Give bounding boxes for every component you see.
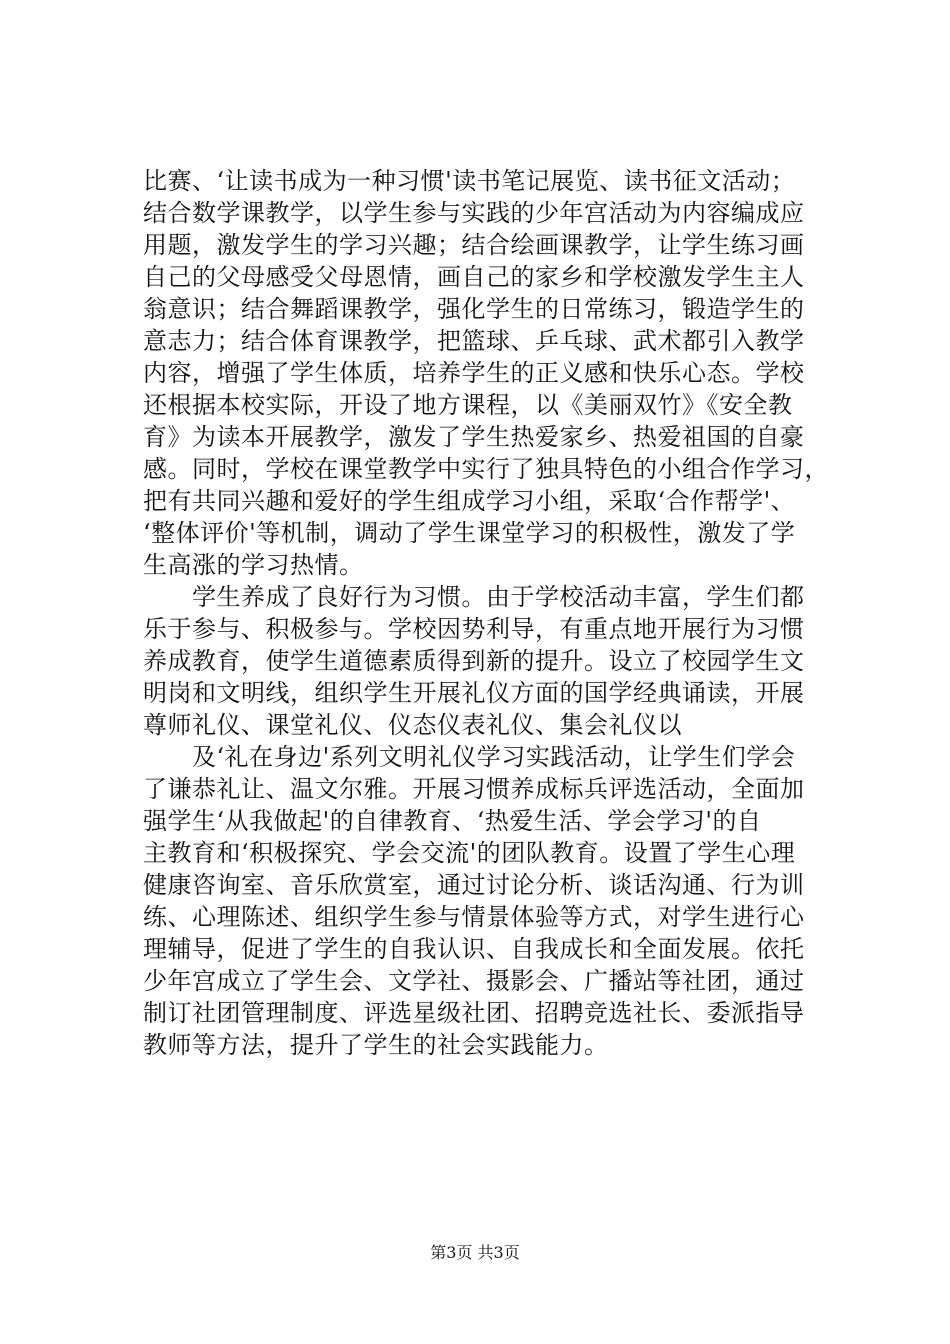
text-line: 还根据本校实际，开设了地方课程，以《美丽双竹》《安全教	[143, 391, 793, 419]
text-line: 明岗和文明线，组织学生开展礼仪方面的国学经典诵读，开展	[143, 679, 805, 707]
text-line: 了谦恭礼让、温文尔雅。开展习惯养成标兵评选活动，全面加	[143, 775, 805, 803]
text-line: 比赛、‘让读书成为一种习惯'读书笔记展览、读书征文活动；	[143, 167, 796, 195]
text-line: 意志力；结合体育课教学，把篮球、乒乓球、武术都引入教学	[143, 327, 805, 355]
text-line: 练、心理陈述、组织学生参与情景体验等方式，对学生进行心	[143, 903, 805, 931]
text-line: ‘整体评价'等机制，调动了学生课堂学习的积极性，激发了学	[143, 519, 796, 547]
text-line: 养成教育，使学生道德素质得到新的提升。设立了校园学生文	[143, 647, 805, 675]
text-line: 学生养成了良好行为习惯。由于学校活动丰富，学生们都	[143, 583, 805, 611]
page-footer: 第3页 共3页	[430, 1243, 520, 1262]
text-line: 理辅导，促进了学生的自我认识、自我成长和全面发展。依托	[143, 935, 805, 963]
text-line: 自己的父母感受父母恩情，画自己的家乡和学校激发学生主人	[143, 263, 805, 291]
text-line: 乐于参与、积极参与。学校因势利导，有重点地开展行为习惯	[143, 615, 805, 643]
text-line: 制订社团管理制度、评选星级社团、招聘竞选社长、委派指导	[143, 999, 805, 1027]
body-text	[143, 165, 829, 1061]
text-line: 尊师礼仪、课堂礼仪、仪态仪表礼仪、集会礼仪以	[143, 711, 682, 739]
text-line: 翁意识；结合舞蹈课教学，强化学生的日常练习，锻造学生的	[143, 295, 805, 323]
text-line: 结合数学课教学，以学生参与实践的少年宫活动为内容编成应	[143, 199, 805, 227]
text-line: 用题，激发学生的学习兴趣；结合绘画课教学，让学生练习画	[143, 231, 805, 259]
text-line: 少年宫成立了学生会、文学社、摄影会、广播站等社团，通过	[143, 967, 805, 995]
text-line: 生高涨的学习热情。	[143, 551, 364, 579]
text-line: 育》为读本开展教学，激发了学生热爱家乡、热爱祖国的自豪	[143, 423, 805, 451]
text-line: 把有共同兴趣和爱好的学生组成学习小组，采取‘合作帮学'、	[143, 487, 796, 515]
text-line: 主教育和‘积极探究、学会交流'的团队教育。设置了学生心理	[143, 839, 796, 867]
text-line: 强学生‘从我做起'的自律教育、‘热爱生活、学会学习'的自	[143, 807, 762, 835]
text-line: 教师等方法，提升了学生的社会实践能力。	[143, 1031, 609, 1059]
text-line: 内容，增强了学生体质，培养学生的正义感和快乐心态。学校	[143, 359, 805, 387]
text-line: 感。同时，学校在课堂教学中实行了独具特色的小组合作学习，	[143, 455, 829, 483]
text-line: 及‘礼在身边'系列文明礼仪学习实践活动，让学生们学会	[143, 743, 796, 771]
text-line: 健康咨询室、音乐欣赏室，通过讨论分析、谈话沟通、行为训	[143, 871, 805, 899]
